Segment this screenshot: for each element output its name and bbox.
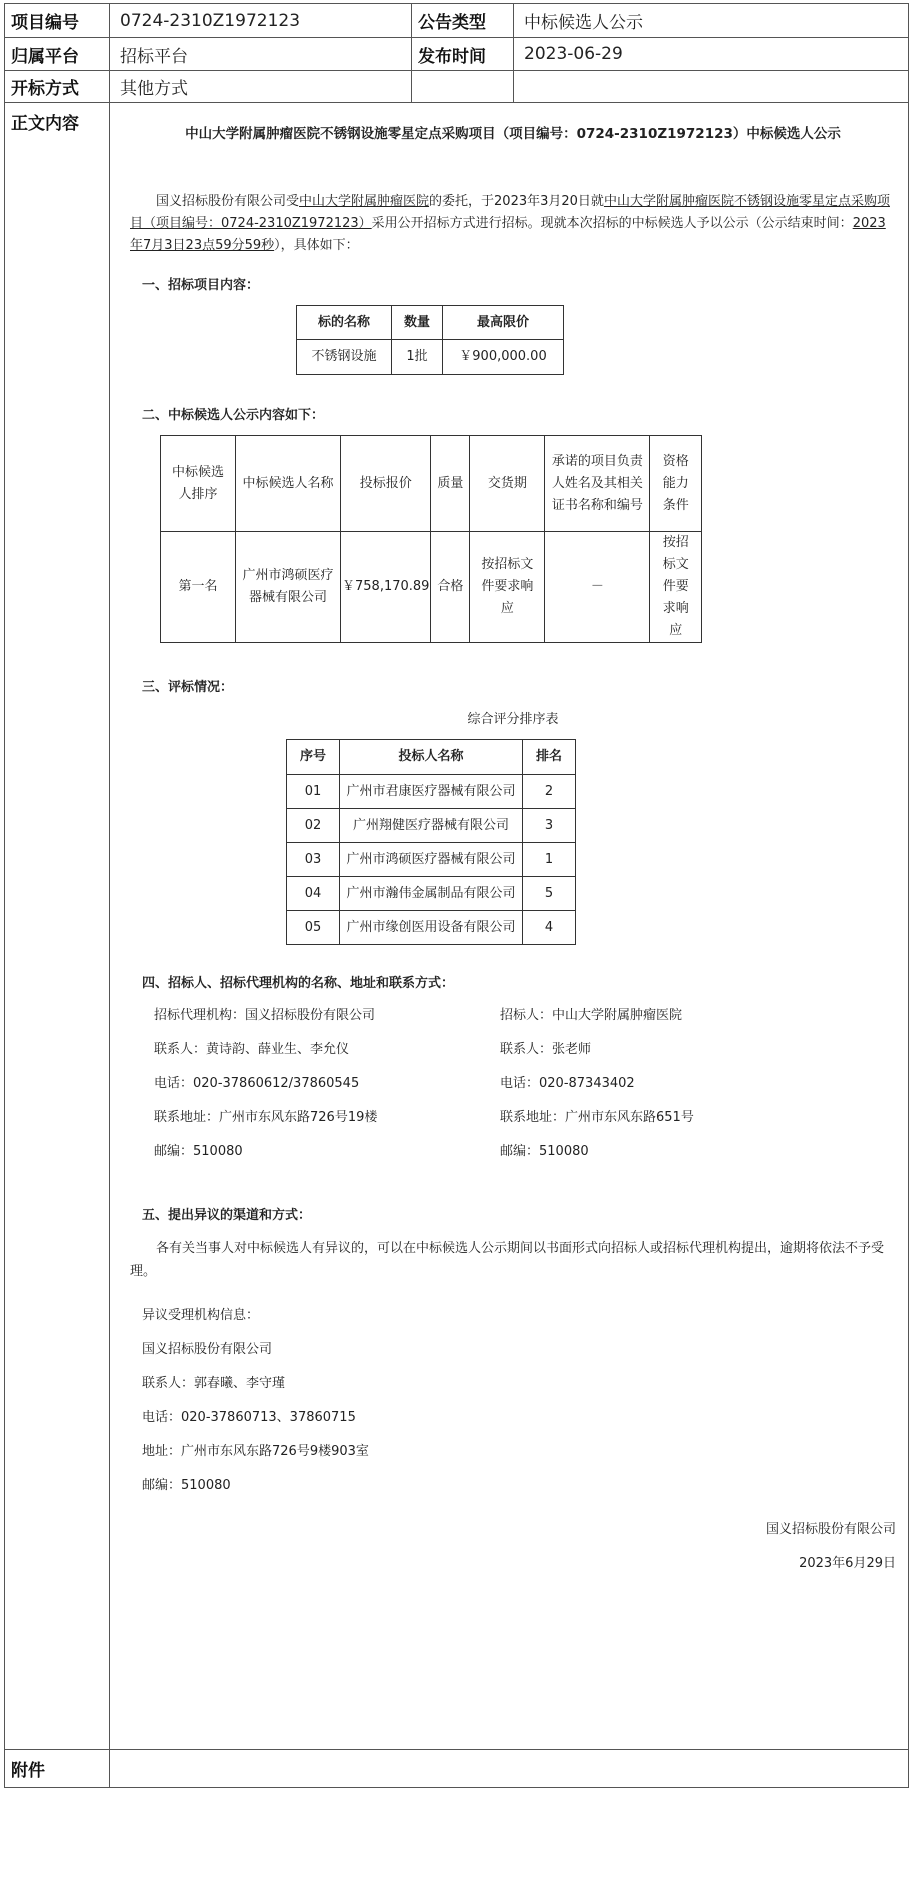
notice-type-label: 公告类型	[412, 4, 514, 38]
agency-address: 联系地址：广州市东风东路726号19楼	[154, 1110, 378, 1125]
agency-phone: 电话：020-37860612/37860545	[154, 1076, 360, 1091]
items-header-qty: 数量	[392, 306, 443, 340]
publish-time-label: 发布时间	[412, 38, 514, 71]
agency-name: 招标代理机构：国义招标股份有限公司	[154, 1008, 376, 1023]
tenderer-address: 联系地址：广州市东风东路651号	[500, 1110, 694, 1125]
ranking-cell-no: 01	[287, 775, 340, 809]
project-no-label: 项目编号	[5, 4, 110, 38]
signature-org: 国义招标股份有限公司	[765, 1522, 896, 1537]
table-row	[287, 843, 576, 877]
project-no-value: 0724-2310Z1972123	[110, 4, 412, 38]
ranking-cell-bidder: 广州市瀚伟金属制品有限公司	[340, 877, 523, 911]
notice-detail-table	[4, 3, 909, 1788]
agency-contact: 联系人：黄诗韵、薛业生、李允仪	[154, 1042, 350, 1057]
empty-cell	[514, 71, 909, 103]
ranking-cell-rank: 2	[523, 775, 576, 809]
candidate-cell-name: 广州市鸿硕医疗器械有限公司	[236, 532, 341, 643]
objection-org: 国义招标股份有限公司	[142, 1342, 273, 1357]
section-3-heading: 三、评标情况：	[142, 680, 234, 695]
tenderer-phone: 电话：020-87343402	[500, 1076, 635, 1091]
items-cell-name: 不锈钢设施	[297, 340, 392, 375]
section-1-heading: 一、招标项目内容：	[142, 278, 260, 293]
contacts-row	[130, 1039, 896, 1073]
candidate-header-qualification: 资格能力条件	[650, 436, 702, 532]
ranking-cell-rank: 3	[523, 809, 576, 843]
ranking-cell-bidder: 广州市君康医疗器械有限公司	[340, 775, 523, 809]
ranking-cell-no: 05	[287, 911, 340, 945]
objection-title: 异议受理机构信息：	[142, 1308, 260, 1323]
table-row	[287, 877, 576, 911]
ranking-cell-bidder: 广州翔健医疗器械有限公司	[340, 809, 523, 843]
contacts-block	[130, 1005, 896, 1175]
intro-project-name: 中山大学附属肿瘤医院不锈钢设施零星定点采购项目（项目编号：0724-2310Z1972123）	[130, 194, 890, 231]
objection-contact: 联系人：郭春曦、李守瑾	[142, 1376, 286, 1391]
bid-method-value: 其他方式	[110, 71, 412, 103]
ranking-cell-no: 02	[287, 809, 340, 843]
bid-method-label: 开标方式	[5, 71, 110, 103]
publish-time-value: 2023-06-29	[514, 38, 909, 71]
ranking-header-no: 序号	[287, 740, 340, 775]
ranking-header-row	[287, 740, 576, 775]
section-2-heading: 二、中标候选人公示内容如下：	[142, 408, 325, 423]
content-label: 正文内容	[5, 103, 110, 1750]
candidate-cell-delivery: 按招标文件要求响应	[470, 532, 545, 643]
table-row	[287, 809, 576, 843]
items-header-name: 标的名称	[297, 306, 392, 340]
platform-label: 归属平台	[5, 38, 110, 71]
objection-address: 地址：广州市东风东路726号9楼903室	[142, 1444, 369, 1459]
row-content	[5, 103, 909, 1750]
items-row	[297, 340, 564, 375]
intro-end-time: 2023年7月3日23点59分59秒	[130, 216, 886, 253]
notice-title: 中山大学附属肿瘤医院不锈钢设施零星定点采购项目（项目编号：0724-2310Z1972123）中标候选人公示	[185, 126, 841, 142]
contacts-row	[130, 1005, 896, 1039]
ranking-cell-bidder: 广州市缘创医用设备有限公司	[340, 911, 523, 945]
ranking-cell-no: 03	[287, 843, 340, 877]
tenderer-name: 招标人：中山大学附属肿瘤医院	[500, 1008, 683, 1023]
row-attachment	[5, 1750, 909, 1788]
contacts-row	[130, 1141, 896, 1175]
intro-tenderer-name: 中山大学附属肿瘤医院	[299, 194, 430, 209]
candidate-cell-manager: －	[545, 532, 650, 643]
items-header-price: 最高限价	[443, 306, 564, 340]
section-5-heading: 五、提出异议的渠道和方式：	[142, 1208, 312, 1223]
candidate-header-delivery: 交货期	[470, 436, 545, 532]
contacts-row	[130, 1073, 896, 1107]
signature-date: 2023年6月29日	[799, 1556, 896, 1571]
intro-text: 的委托，于2023年3月20日就	[429, 194, 604, 209]
candidate-header-manager: 承诺的项目负责人姓名及其相关证书名称和编号	[545, 436, 650, 532]
intro-text: 采用公开招标方式进行招标。现就本次招标的中标候选人予以公示（公示结束时间：	[371, 216, 853, 231]
ranking-cell-no: 04	[287, 877, 340, 911]
agency-zip: 邮编：510080	[154, 1144, 243, 1159]
ranking-table	[286, 739, 576, 945]
contacts-row	[130, 1107, 896, 1141]
candidate-cell-price: ￥758,170.89	[341, 532, 431, 643]
table-row	[287, 911, 576, 945]
intro-text: 国义招标股份有限公司受	[156, 194, 300, 209]
candidate-header-price: 投标报价	[341, 436, 431, 532]
candidate-row	[161, 532, 702, 643]
items-header-row	[297, 306, 564, 340]
empty-cell	[412, 71, 514, 103]
candidate-cell-rank: 第一名	[161, 532, 236, 643]
notice-type-value: 中标候选人公示	[514, 4, 909, 38]
table-row	[287, 775, 576, 809]
candidate-cell-quality: 合格	[431, 532, 470, 643]
items-cell-price: ￥900,000.00	[443, 340, 564, 375]
tenderer-zip: 邮编：510080	[500, 1144, 589, 1159]
ranking-cell-bidder: 广州市鸿硕医疗器械有限公司	[340, 843, 523, 877]
intro-text: ），具体如下：	[274, 238, 359, 253]
objection-phone: 电话：020-37860713、37860715	[142, 1410, 356, 1425]
content-body	[110, 103, 909, 1750]
candidate-header-name: 中标候选人名称	[236, 436, 341, 532]
items-cell-qty: 1批	[392, 340, 443, 375]
ranking-header-bidder: 投标人名称	[340, 740, 523, 775]
objection-text: 各有关当事人对中标候选人有异议的，可以在中标候选人公示期间以书面形式向招标人或招标代理机构提出，逾期将依法不予受理。	[130, 1241, 885, 1279]
row-project-no	[5, 4, 909, 38]
row-bid-method	[5, 71, 909, 103]
ranking-header-rank: 排名	[523, 740, 576, 775]
ranking-cell-rank: 4	[523, 911, 576, 945]
platform-value: 招标平台	[110, 38, 412, 71]
candidate-table	[160, 435, 702, 643]
ranking-cell-rank: 1	[523, 843, 576, 877]
objection-zip: 邮编：510080	[142, 1478, 231, 1493]
candidate-header-quality: 质量	[431, 436, 470, 532]
attachment-label: 附件	[5, 1750, 110, 1788]
row-platform	[5, 38, 909, 71]
candidate-header-rank: 中标候选人排序	[161, 436, 236, 532]
section-4-heading: 四、招标人、招标代理机构的名称、地址和联系方式：	[142, 976, 455, 991]
intro-paragraph	[130, 191, 896, 257]
candidate-header-row	[161, 436, 702, 532]
attachment-value	[110, 1750, 909, 1788]
tenderer-contact: 联系人：张老师	[500, 1042, 592, 1057]
candidate-cell-qualification: 按招标文件要求响应	[650, 532, 702, 643]
ranking-cell-rank: 5	[523, 877, 576, 911]
ranking-caption: 综合评分排序表	[467, 712, 559, 727]
items-table	[296, 305, 564, 375]
